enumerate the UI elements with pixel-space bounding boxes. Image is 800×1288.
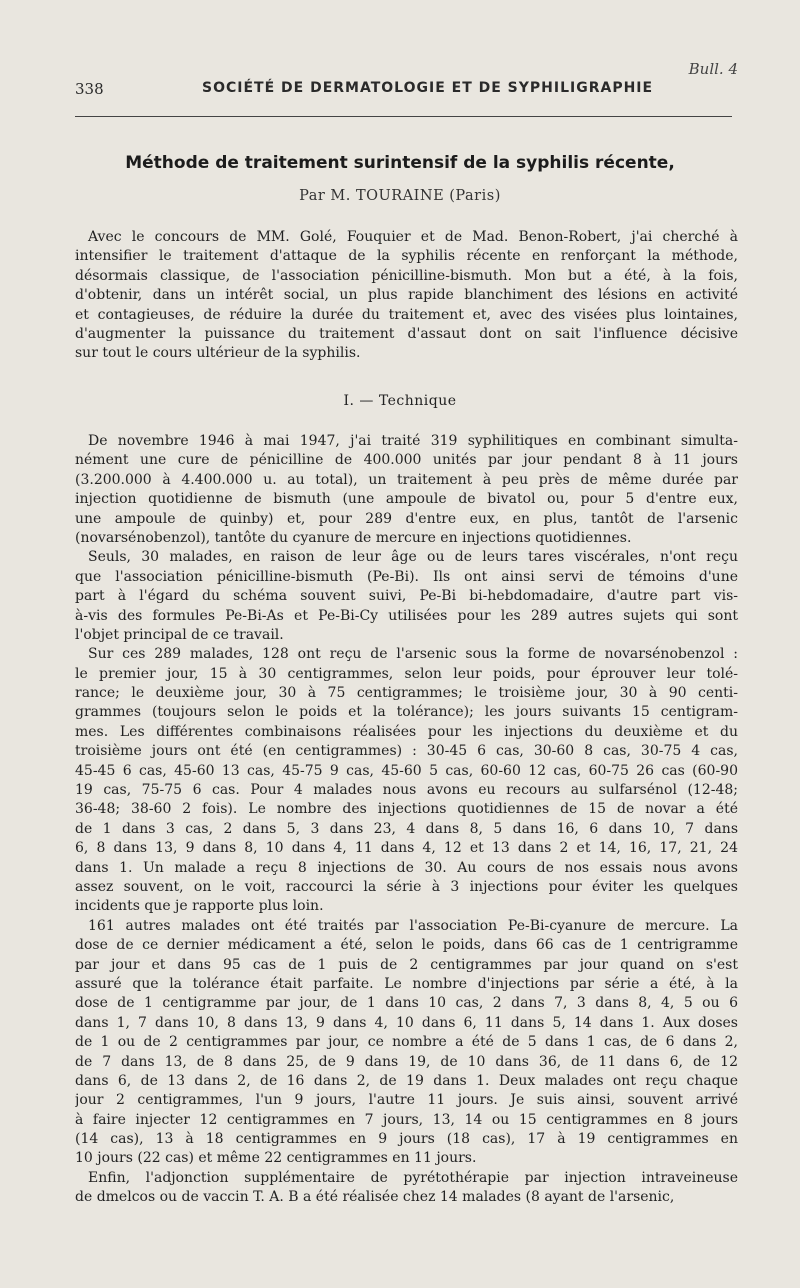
text-line: incidents que je rapporte plus loin. <box>75 898 324 915</box>
text-line: intensifier le traitement d'attaque de la syphilis récente en renforçant la méthode, <box>75 248 738 265</box>
text-line: dans 1. Un malade a reçu 8 injections de 30. Au cours de nos essais nous avons <box>75 859 738 876</box>
text-line: de 1 dans 3 cas, 2 dans 5, 3 dans 23, 4 dans 8, 5 dans 16, 6 dans 10, 7 dans <box>75 820 738 837</box>
text-line: de 1 ou de 2 centigrammes par jour, ce nombre a été de 5 dans 1 cas, de 6 dans 2, <box>75 1034 738 1051</box>
header-rule <box>75 116 732 117</box>
text-line: une ampoule de quinby) et, pour 289 d'entre eux, en plus, tantôt de l'arsenic <box>75 510 738 527</box>
text-line: de 7 dans 13, de 8 dans 25, de 9 dans 19, de 10 dans 36, de 11 dans 6, de 12 <box>75 1053 738 1070</box>
text-line: (3.200.000 à 4.400.000 u. au total), un traitement à peu près de même durée par <box>75 471 738 488</box>
technique-body <box>75 432 738 1208</box>
text-line: Avec le concours de MM. Golé, Fouquier et de Mad. Benon-Robert, j'ai cherché à <box>88 229 738 245</box>
text-line: mes. Les différentes combinaisons réalisées pour les injections du deuxième et du <box>75 723 738 740</box>
text-line: part à l'égard du schéma souvent suivi, Pe-Bi bi-hebdomadaire, d'autre part vis- <box>75 588 738 605</box>
text-line: grammes (toujours selon le poids et la tolérance); les jours suivants 15 centigram- <box>75 704 738 721</box>
text-line: (14 cas), 13 à 18 centigrammes en 9 jours (18 cas), 17 à 19 centigrammes en <box>75 1131 738 1148</box>
text-line: 6, 8 dans 13, 9 dans 8, 10 dans 4, 11 dans 4, 12 et 13 dans 2 et 14, 16, 17, 21, 24 <box>75 840 738 857</box>
text-line: 45-45 6 cas, 45-60 13 cas, 45-75 9 cas, 45-60 5 cas, 60-60 12 cas, 60-75 26 cas (60-90 <box>75 762 738 779</box>
bulletin-label: Bull. 4 <box>688 60 738 78</box>
text-line: Enfin, l'adjonction supplémentaire de pyrétothérapie par injection intraveineuse <box>88 1169 738 1186</box>
text-line: 19 cas, 75-75 6 cas. Pour 4 malades nous avons eu recours au sulfarsénol (12-48; <box>75 782 738 799</box>
text-line: jour 2 centigrammes, l'un 9 jours, l'autre 11 jours. Je suis ainsi, souvent arrivé <box>75 1092 738 1109</box>
section-heading: I. — Technique <box>343 393 457 409</box>
text-line: sur tout le cours ultérieur de la syphilis. <box>75 345 361 362</box>
text-line: assez souvent, on le voit, raccourci la série à 3 injections pour éviter les quelques <box>75 878 738 895</box>
text-line: l'objet principal de ce travail. <box>75 626 284 643</box>
journal-name: SOCIÉTÉ DE DERMATOLOGIE ET DE SYPHILIGRAPHIE <box>202 80 654 96</box>
text-line: dose de 1 centigramme par jour, de 1 dans 10 cas, 2 dans 7, 3 dans 8, 4, 5 ou 6 <box>75 995 738 1012</box>
text-line: désormais classique, de l'association pénicilline-bismuth. Mon but a été, à la fois, <box>75 267 738 284</box>
text-line: à-vis des formules Pe-Bi-As et Pe-Bi-Cy utilisées pour les 289 autres sujets qui sont <box>75 607 738 624</box>
text-line: par jour et dans 95 cas de 1 puis de 2 centigrammes par jour quand on s'est <box>75 956 738 973</box>
text-line: d'obtenir, dans un intérêt social, un plus rapide blanchiment des lésions en activité <box>75 287 738 304</box>
text-line: de dmelcos ou de vaccin T. A. B a été réalisée chez 14 malades (8 ayant de l'arsenic, <box>75 1189 675 1206</box>
text-line: dans 1, 7 dans 10, 8 dans 13, 9 dans 4, 10 dans 6, 11 dans 5, 14 dans 1. Aux doses <box>75 1014 738 1031</box>
text-line: dans 6, de 13 dans 2, de 16 dans 2, de 19 dans 1. Deux malades ont reçu chaque <box>75 1072 738 1089</box>
text-line: (novarsénobenzol), tantôte du cyanure de mercure en injections quotidiennes. <box>75 529 632 546</box>
text-line: que l'association pénicilline-bismuth (Pe-Bi). Ils ont ainsi servi de témoins d'une <box>75 568 738 585</box>
page-number: 338 <box>75 80 104 98</box>
text-line: injection quotidienne de bismuth (une ampoule de bivatol ou, pour 5 d'entre eux, <box>75 491 738 508</box>
text-line: rance; le deuxième jour, 30 à 75 centigrammes; le troisième jour, 30 à 90 centi- <box>75 685 738 702</box>
text-line: troisième jours ont été (en centigrammes) : 30-45 6 cas, 30-60 8 cas, 30-75 4 cas, <box>75 743 738 760</box>
article-title: Méthode de traitement surintensif de la syphilis récente, <box>125 153 675 173</box>
text-line: d'augmenter la puissance du traitement d'assaut dont on sait l'influence décisive <box>75 325 738 342</box>
text-line: assuré que la tolérance était parfaite. Le nombre d'injections par série a été, à la <box>75 975 738 992</box>
text-line: 36-48; 38-60 2 fois). Le nombre des injections quotidiennes de 15 de novar a été <box>75 801 738 818</box>
text-line: le premier jour, 15 à 30 centigrammes, selon leur poids, pour éprouver leur tolé- <box>75 665 738 682</box>
text-line: Seuls, 30 malades, en raison de leur âge ou de leurs tares viscérales, n'ont reçu <box>88 549 738 566</box>
article-author: Par M. TOURAINE (Paris) <box>299 188 501 204</box>
text-line: et contagieuses, de réduire la durée du traitement et, avec des visées plus lointaines, <box>75 306 738 323</box>
text-line: à faire injecter 12 centigrammes en 7 jours, 13, 14 ou 15 centigrammes en 8 jours <box>75 1111 738 1128</box>
text-line: Sur ces 289 malades, 128 ont reçu de l'arsenic sous la forme de novarsénobenzol : <box>88 646 738 663</box>
intro-paragraph <box>75 228 738 364</box>
text-line: De novembre 1946 à mai 1947, j'ai traité 319 syphilitiques en combinant simulta- <box>88 433 738 449</box>
text-line: nément une cure de pénicilline de 400.000 unités par jour pendant 8 à 11 jours <box>75 452 738 469</box>
text-line: dose de ce dernier médicament a été, selon le poids, dans 66 cas de 1 centrigramme <box>75 937 738 954</box>
text-line: 161 autres malades ont été traités par l'association Pe-Bi-cyanure de mercure. La <box>88 917 738 934</box>
text-line: 10 jours (22 cas) et même 22 centigrammes en 11 jours. <box>75 1150 477 1167</box>
